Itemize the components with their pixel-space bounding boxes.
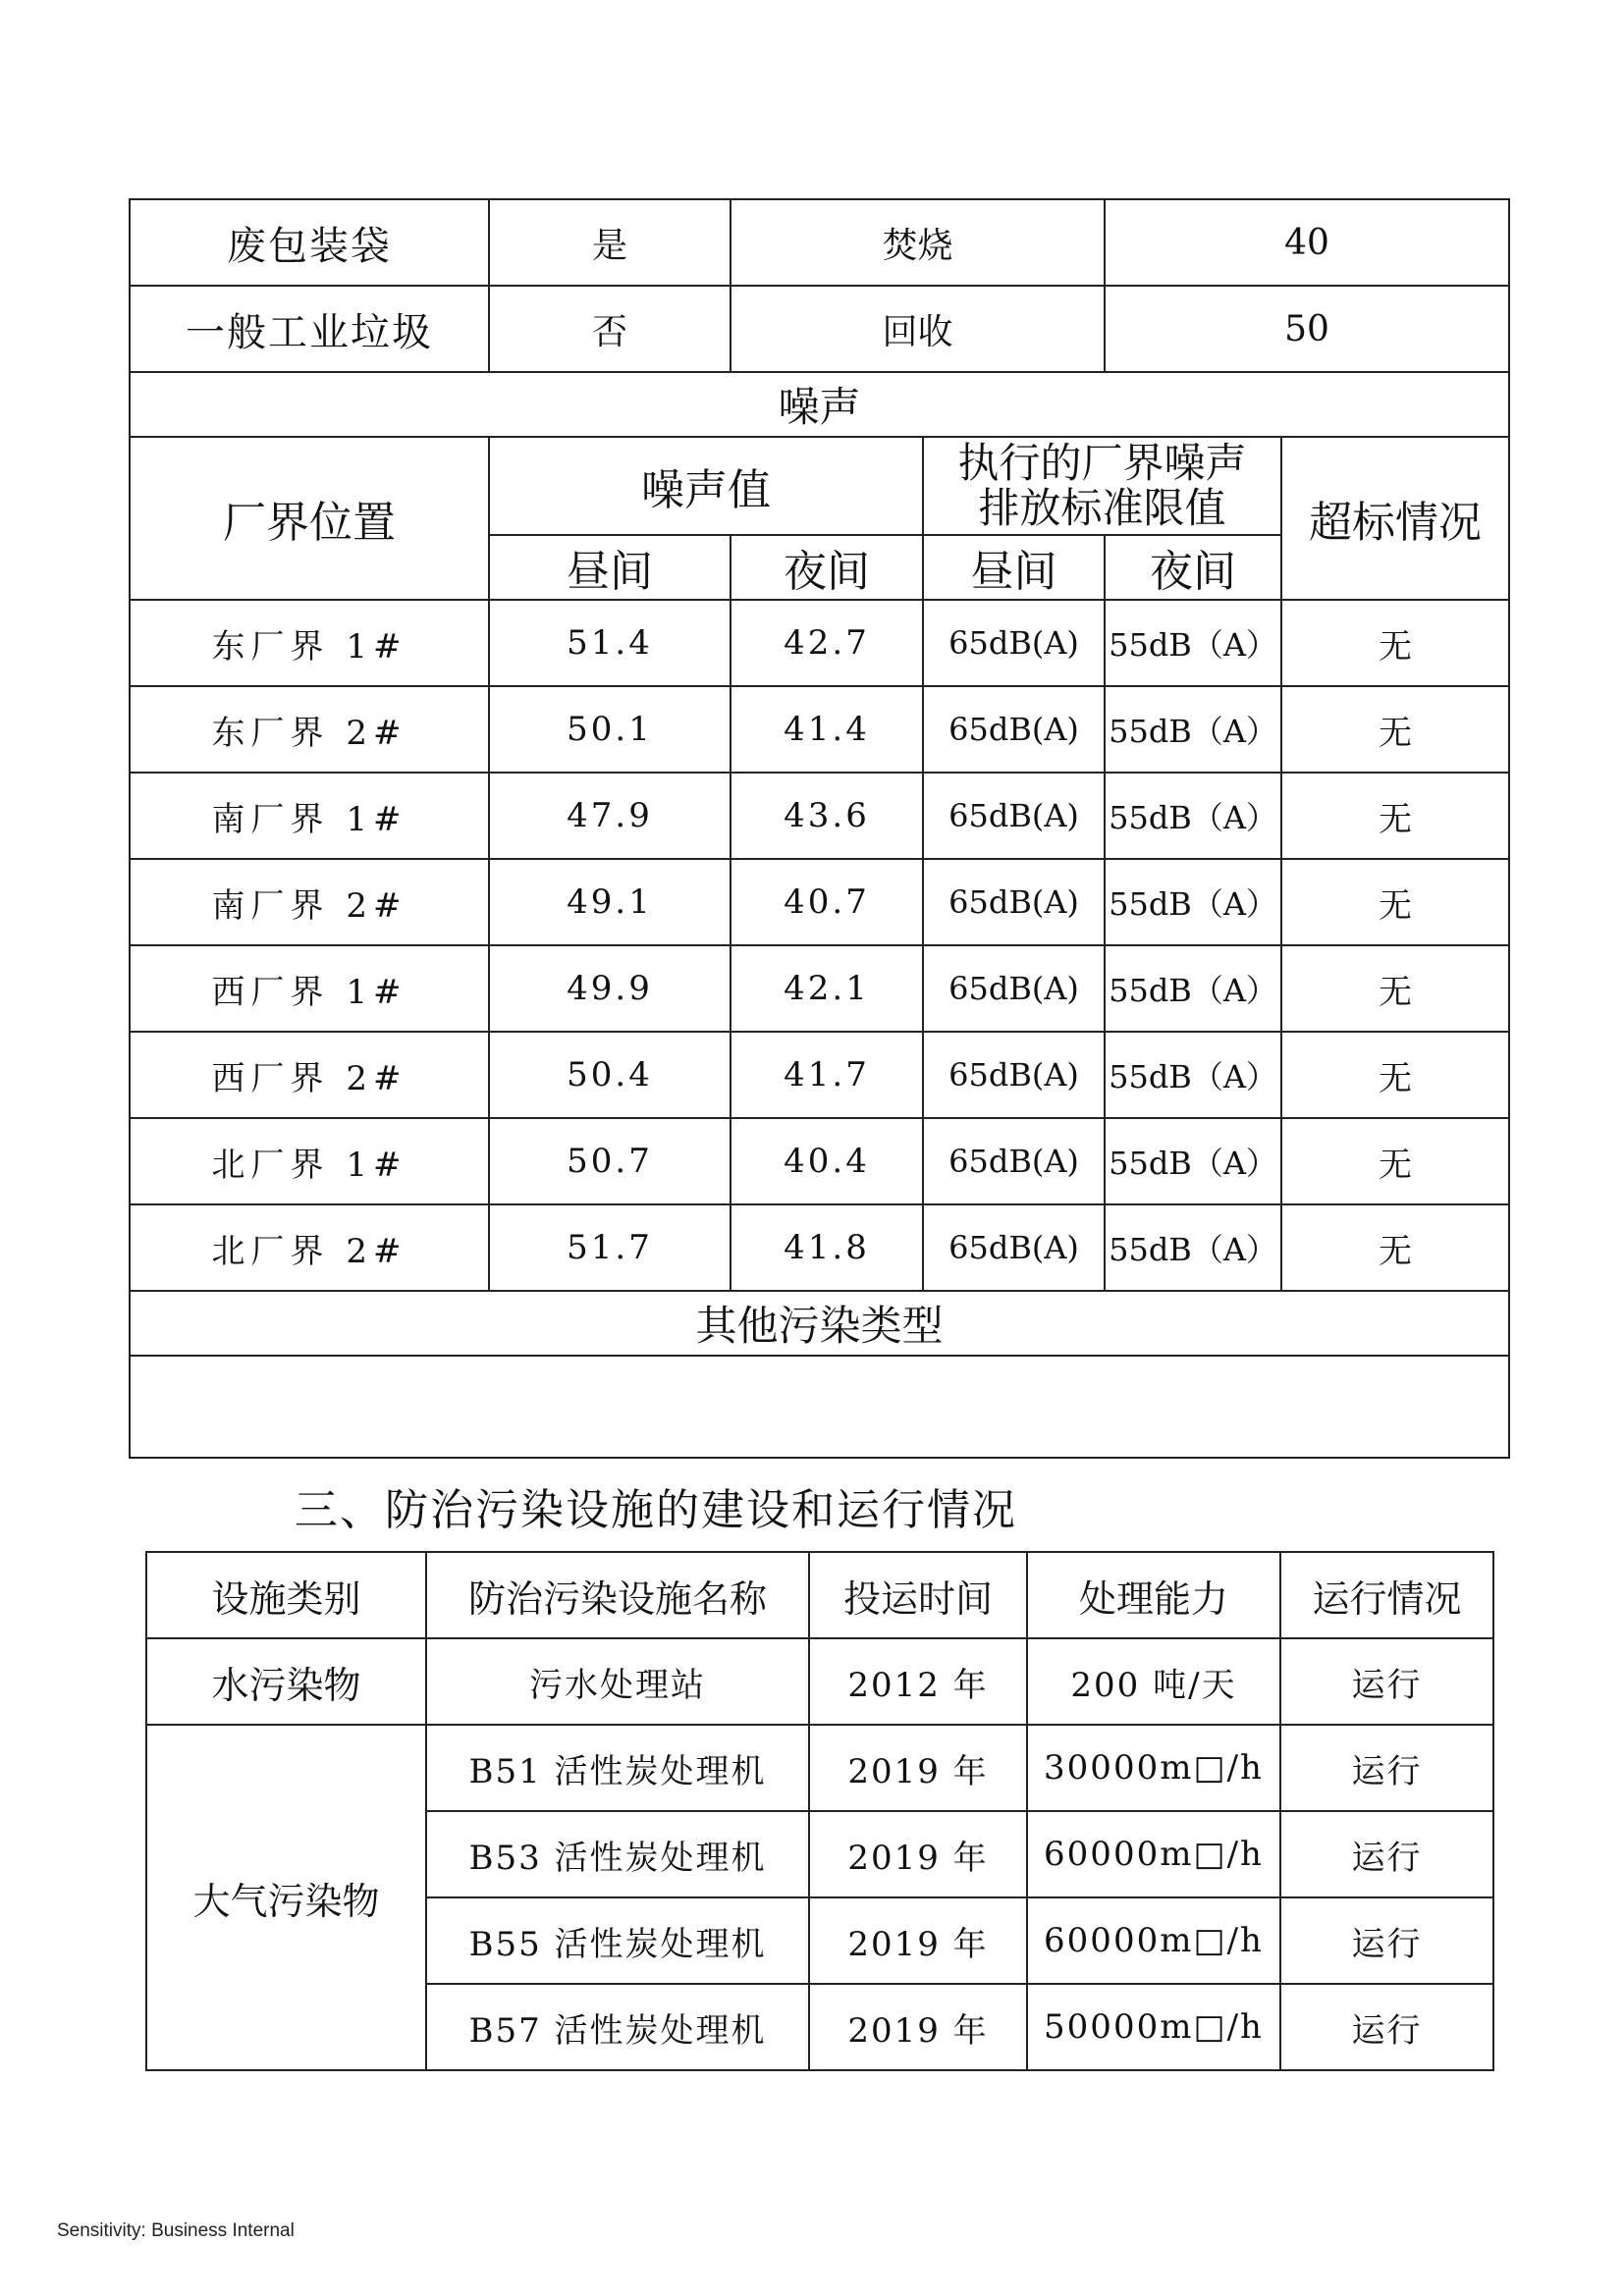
header-exceed: 超标情况: [1281, 437, 1509, 600]
noise-day: 47.9: [489, 773, 731, 859]
header-standard-line2: 排放标准限值: [978, 484, 1226, 532]
noise-limit-day: 65dB(A): [923, 1204, 1105, 1291]
noise-section-title: 噪声: [130, 372, 1509, 437]
waste-hazardous: 否: [489, 286, 731, 372]
section-3-heading: 三、防治污染设施的建设和运行情况: [295, 1485, 1017, 1535]
facilities-header: 防治污染设施名称: [426, 1552, 809, 1638]
noise-limit-day: 65dB(A): [923, 773, 1105, 859]
noise-row: [130, 600, 1509, 686]
noise-exceed: 无: [1281, 686, 1509, 773]
facility-name: B53 活性炭处理机: [426, 1811, 809, 1897]
pollution-table: [129, 198, 1510, 1459]
facility-status: 运行: [1280, 1725, 1493, 1811]
noise-exceed: 无: [1281, 1118, 1509, 1204]
noise-position: 东厂界 1#: [130, 600, 489, 686]
facilities-table: [145, 1551, 1494, 2071]
noise-limit-day: 65dB(A): [923, 859, 1105, 945]
noise-limit-night: 55dB（A）: [1105, 686, 1281, 773]
facility-name: B55 活性炭处理机: [426, 1897, 809, 1984]
noise-position: 西厂界 2#: [130, 1032, 489, 1118]
noise-night: 42.7: [731, 600, 923, 686]
noise-row: [130, 1204, 1509, 1291]
noise-row: [130, 773, 1509, 859]
noise-limit-day: 65dB(A): [923, 600, 1105, 686]
noise-day: 49.9: [489, 945, 731, 1032]
noise-night: 41.7: [731, 1032, 923, 1118]
facility-year: 2019 年: [809, 1811, 1027, 1897]
noise-exceed: 无: [1281, 945, 1509, 1032]
waste-row: [130, 199, 1509, 286]
header-day: 昼间: [489, 535, 731, 600]
facility-row: [146, 1725, 1493, 1811]
noise-limit-day: 65dB(A): [923, 686, 1105, 773]
header-standard-limit: [923, 437, 1281, 535]
noise-night: 42.1: [731, 945, 923, 1032]
noise-limit-night: 55dB（A）: [1105, 1032, 1281, 1118]
noise-row: [130, 1032, 1509, 1118]
noise-night: 41.8: [731, 1204, 923, 1291]
waste-method: 回收: [731, 286, 1105, 372]
noise-position: 北厂界 1#: [130, 1118, 489, 1204]
category-water: 水污染物: [146, 1638, 426, 1725]
facility-capacity: 60000m□/h: [1027, 1897, 1280, 1984]
header-limit-night: 夜间: [1105, 535, 1281, 600]
facility-capacity: 50000m□/h: [1027, 1984, 1280, 2070]
noise-limit-night: 55dB（A）: [1105, 600, 1281, 686]
noise-row: [130, 945, 1509, 1032]
header-noise-value: 噪声值: [489, 437, 923, 535]
noise-night: 40.7: [731, 859, 923, 945]
noise-night: 41.4: [731, 686, 923, 773]
facility-name: 污水处理站: [426, 1638, 809, 1725]
noise-exceed: 无: [1281, 1204, 1509, 1291]
waste-method: 焚烧: [731, 199, 1105, 286]
facility-year: 2019 年: [809, 1725, 1027, 1811]
noise-limit-day: 65dB(A): [923, 1032, 1105, 1118]
sensitivity-footer: Sensitivity: Business Internal: [57, 2220, 295, 2241]
waste-hazardous: 是: [489, 199, 731, 286]
noise-limit-night: 55dB（A）: [1105, 1204, 1281, 1291]
noise-position: 南厂界 1#: [130, 773, 489, 859]
facility-capacity: 30000m□/h: [1027, 1725, 1280, 1811]
other-pollution-title: 其他污染类型: [130, 1291, 1509, 1356]
noise-day: 51.7: [489, 1204, 731, 1291]
noise-limit-day: 65dB(A): [923, 945, 1105, 1032]
noise-row: [130, 1118, 1509, 1204]
facility-status: 运行: [1280, 1984, 1493, 2070]
noise-limit-night: 55dB（A）: [1105, 945, 1281, 1032]
noise-exceed: 无: [1281, 1032, 1509, 1118]
noise-exceed: 无: [1281, 859, 1509, 945]
facility-year: 2019 年: [809, 1984, 1027, 2070]
waste-row: [130, 286, 1509, 372]
facility-year: 2012 年: [809, 1638, 1027, 1725]
facilities-header: 处理能力: [1027, 1552, 1280, 1638]
waste-name: 一般工业垃圾: [130, 286, 489, 372]
noise-day: 50.7: [489, 1118, 731, 1204]
facilities-header: 运行情况: [1280, 1552, 1493, 1638]
noise-position: 北厂界 2#: [130, 1204, 489, 1291]
noise-position: 南厂界 2#: [130, 859, 489, 945]
header-night: 夜间: [731, 535, 923, 600]
facility-row: [146, 1638, 1493, 1725]
facility-status: 运行: [1280, 1638, 1493, 1725]
noise-night: 43.6: [731, 773, 923, 859]
noise-limit-night: 55dB（A）: [1105, 773, 1281, 859]
facility-year: 2019 年: [809, 1897, 1027, 1984]
facilities-header: 投运时间: [809, 1552, 1027, 1638]
header-standard-line1: 执行的厂界噪声: [957, 439, 1247, 487]
facility-capacity: 200 吨/天: [1027, 1638, 1280, 1725]
facilities-header: 设施类别: [146, 1552, 426, 1638]
noise-limit-night: 55dB（A）: [1105, 1118, 1281, 1204]
noise-position: 西厂界 1#: [130, 945, 489, 1032]
other-pollution-content: [130, 1356, 1509, 1458]
header-position: 厂界位置: [130, 437, 489, 600]
noise-day: 50.1: [489, 686, 731, 773]
facility-status: 运行: [1280, 1897, 1493, 1984]
facility-status: 运行: [1280, 1811, 1493, 1897]
facility-name: B57 活性炭处理机: [426, 1984, 809, 2070]
noise-row: [130, 859, 1509, 945]
waste-amount: 40: [1105, 199, 1509, 286]
waste-name: 废包装袋: [130, 199, 489, 286]
noise-night: 40.4: [731, 1118, 923, 1204]
noise-position: 东厂界 2#: [130, 686, 489, 773]
noise-day: 51.4: [489, 600, 731, 686]
facility-capacity: 60000m□/h: [1027, 1811, 1280, 1897]
noise-exceed: 无: [1281, 600, 1509, 686]
noise-day: 49.1: [489, 859, 731, 945]
noise-limit-day: 65dB(A): [923, 1118, 1105, 1204]
category-air: 大气污染物: [146, 1725, 426, 2070]
noise-exceed: 无: [1281, 773, 1509, 859]
facility-name: B51 活性炭处理机: [426, 1725, 809, 1811]
waste-amount: 50: [1105, 286, 1509, 372]
noise-day: 50.4: [489, 1032, 731, 1118]
header-limit-day: 昼间: [923, 535, 1105, 600]
noise-limit-night: 55dB（A）: [1105, 859, 1281, 945]
noise-row: [130, 686, 1509, 773]
